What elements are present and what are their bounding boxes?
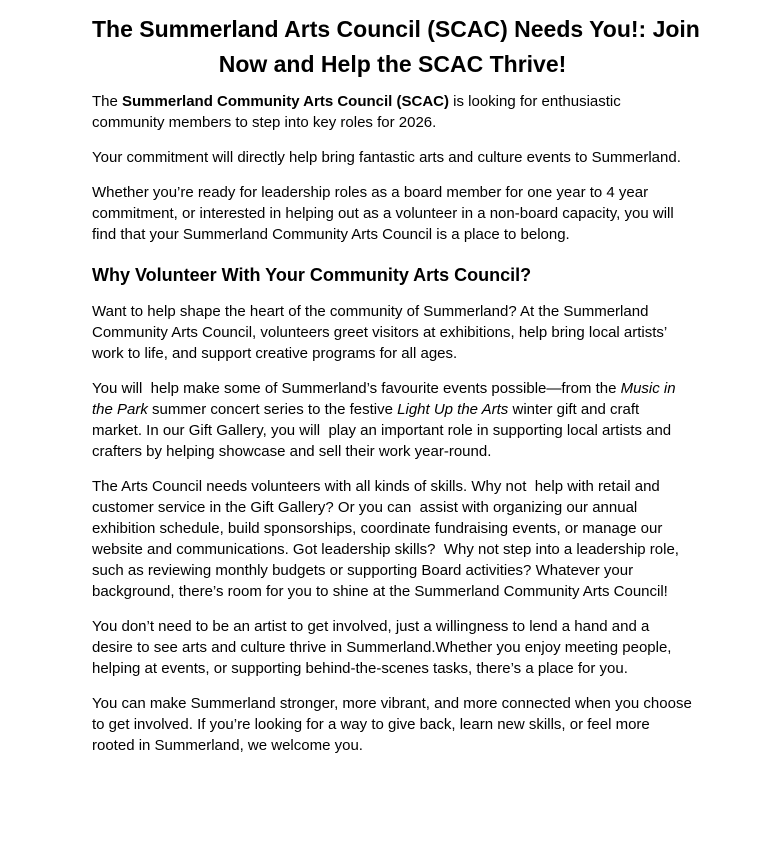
text-run-regular: Whether you’re ready for leadership roles as a board member for one year to 4 year commitment, or interested in helping out as a volunteer in a non-board capacity, you will find that your Summerland Community Arts Council is a place to belong. (92, 184, 678, 243)
paragraph (92, 616, 693, 679)
text-run-regular: The Arts Council needs volunteers with all kinds of skills. Why not help with retail and customer service in the Gift Gallery? Or you can assist with organizing our annual exhibition schedule, build sponsorships, coordinate fundraising events, or manage our website and communications. Got leadership skills? Why not step into a leadership role, such as reviewing monthly budgets or supporting Board activities? Whatever your background, there’s room for you to shine at the Summerland Community Arts Council! (92, 478, 684, 600)
text-run-bold: Summerland Community Arts Council (SCAC) (122, 93, 449, 110)
document-body (92, 91, 696, 756)
paragraph (92, 182, 693, 245)
paragraph (92, 91, 693, 133)
paragraph (92, 476, 693, 602)
text-run-regular: summer concert series to the festive (147, 401, 398, 418)
text-run-regular: The (92, 93, 123, 110)
text-run-italic: Music in the Park (92, 380, 680, 418)
text-run-regular: You will help make some of Summerland’s favourite events possible—from the (92, 380, 621, 397)
document-title-line: The Summerland Arts Council (SCAC) Needs You!: Join (92, 16, 700, 42)
paragraph (92, 301, 693, 364)
text-run-regular: You don’t need to be an artist to get involved, just a willingness to lend a hand and a desire to see arts and culture thrive in Summerland.Whether you enjoy meeting people, helping at events, or supporting behind-the-scenes tasks, there’s a place for you. (92, 618, 676, 677)
document-title-line: Now and Help the SCAC Thrive! (218, 51, 567, 77)
text-run-italic: Light Up the Arts (397, 401, 509, 418)
section-heading: Why Volunteer With Your Community Arts Council? (92, 265, 532, 285)
document-title (92, 12, 700, 82)
text-run-regular: You can make Summerland stronger, more vibrant, and more connected when you choose to get involved. If you’re looking for a way to give back, learn new skills, or feel more rooted in Summerland, we welcome you. (92, 695, 696, 754)
text-run-regular: Want to help shape the heart of the community of Summerland? At the Summerland Community Arts Council, volunteers greet visitors at exhibitions, help bring local artists’ work to life, and support creative programs for all ages. (92, 303, 671, 362)
text-run-regular: winter gift and craft market. In our Gift Gallery, you will play an important role in supporting local artists and crafters by helping showcase and sell their work year-round. (92, 401, 676, 460)
text-run-regular: Your commitment will directly help bring fantastic arts and culture events to Summerland. (92, 149, 681, 166)
paragraph (92, 147, 693, 168)
text-run-regular: is looking for enthusiastic community members to step into key roles for 2026. (92, 93, 625, 131)
paragraph (92, 693, 696, 756)
paragraph (92, 378, 693, 462)
